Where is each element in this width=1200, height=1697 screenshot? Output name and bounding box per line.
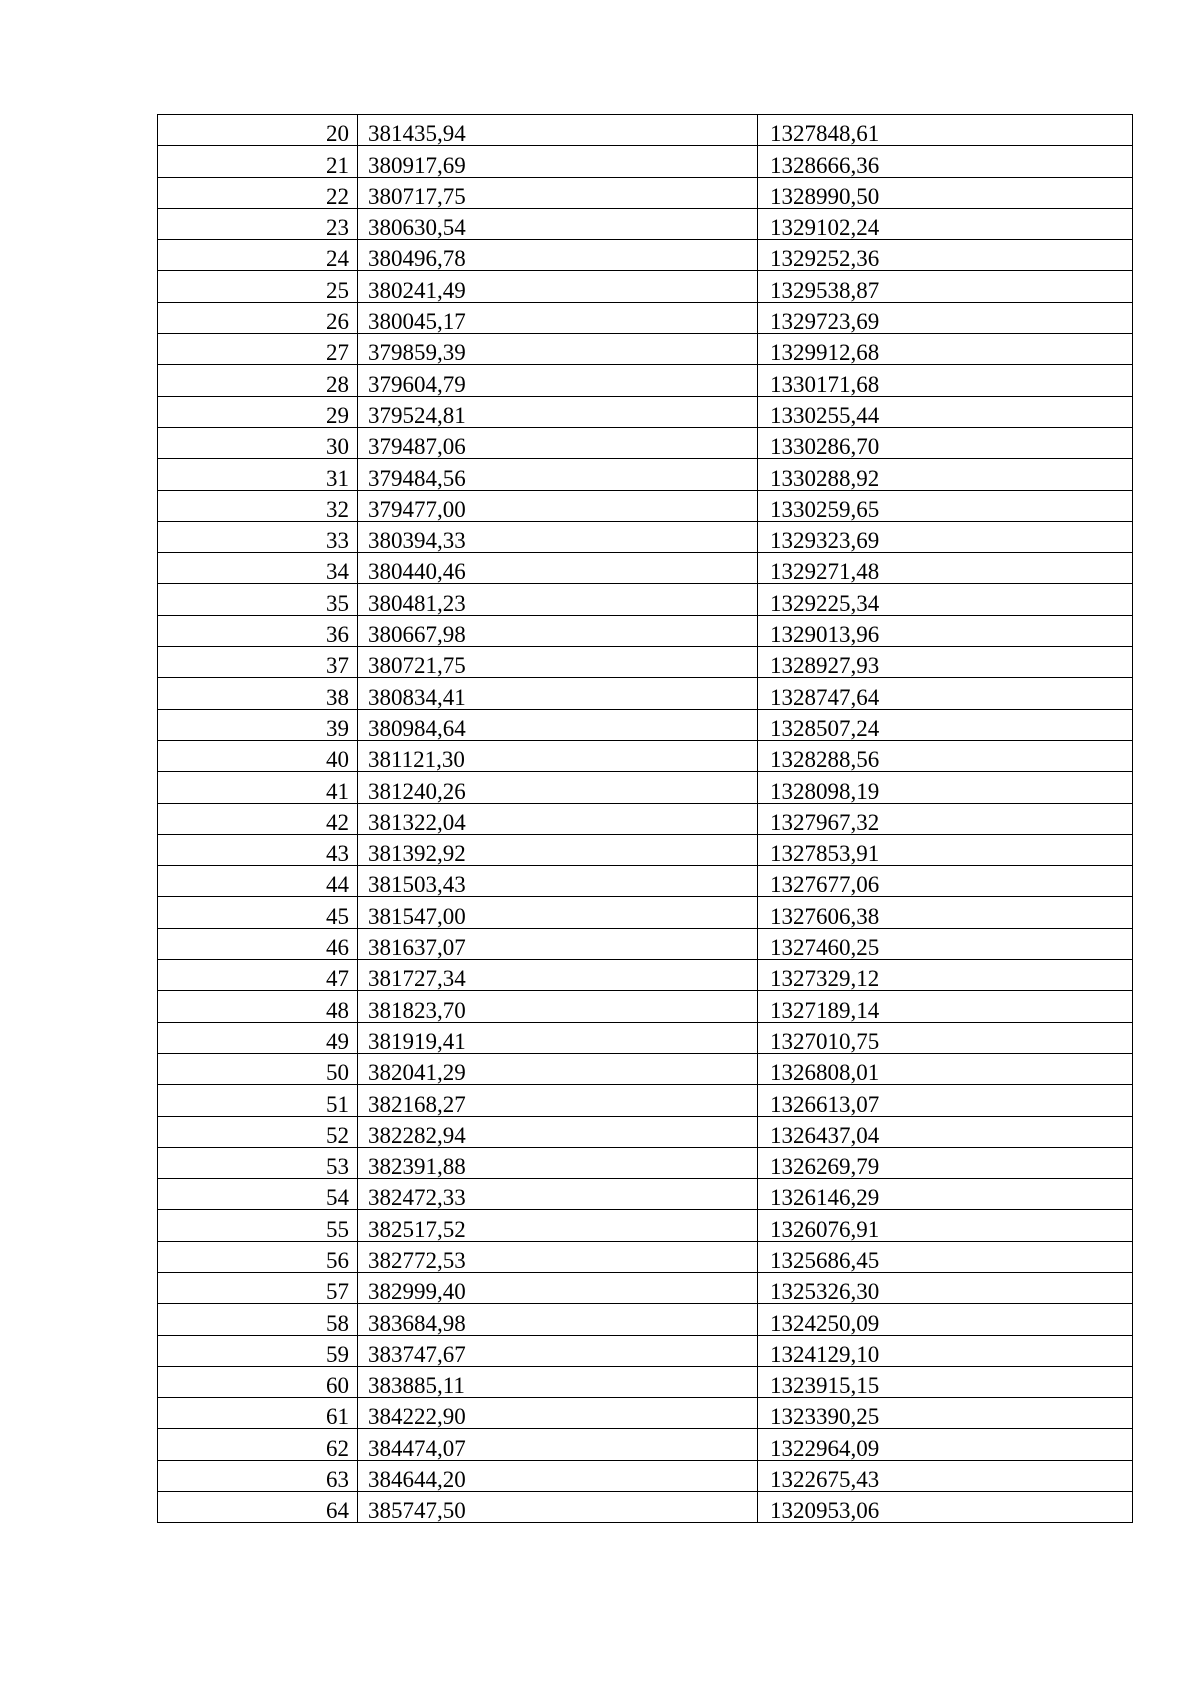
x-coordinate-cell: 382517,52	[358, 1210, 758, 1241]
table-row	[158, 1085, 1133, 1116]
point-number-cell: 49	[158, 1022, 358, 1053]
x-coordinate-cell: 382999,40	[358, 1272, 758, 1303]
point-number-cell: 44	[158, 866, 358, 897]
table-row	[158, 1492, 1133, 1523]
point-number-cell: 20	[158, 115, 358, 146]
y-coordinate-cell: 1329723,69	[758, 302, 1133, 333]
y-coordinate-cell: 1326437,04	[758, 1116, 1133, 1147]
x-coordinate-cell: 383885,11	[358, 1366, 758, 1397]
x-coordinate-cell: 381919,41	[358, 1022, 758, 1053]
x-coordinate-cell: 384222,90	[358, 1398, 758, 1429]
point-number-cell: 38	[158, 678, 358, 709]
point-number-cell: 45	[158, 897, 358, 928]
y-coordinate-cell: 1328098,19	[758, 772, 1133, 803]
y-coordinate-cell: 1329538,87	[758, 271, 1133, 302]
y-coordinate-cell: 1326613,07	[758, 1085, 1133, 1116]
x-coordinate-cell: 381322,04	[358, 803, 758, 834]
point-number-cell: 63	[158, 1460, 358, 1491]
y-coordinate-cell: 1328666,36	[758, 146, 1133, 177]
x-coordinate-cell: 380717,75	[358, 177, 758, 208]
table-row	[158, 1429, 1133, 1460]
table-row	[158, 647, 1133, 678]
point-number-cell: 53	[158, 1147, 358, 1178]
x-coordinate-cell: 382168,27	[358, 1085, 758, 1116]
y-coordinate-cell: 1327967,32	[758, 803, 1133, 834]
point-number-cell: 46	[158, 928, 358, 959]
point-number-cell: 50	[158, 1053, 358, 1084]
table-row	[158, 208, 1133, 239]
table-row	[158, 1179, 1133, 1210]
x-coordinate-cell: 380721,75	[358, 647, 758, 678]
y-coordinate-cell: 1330288,92	[758, 459, 1133, 490]
y-coordinate-cell: 1329102,24	[758, 208, 1133, 239]
x-coordinate-cell: 379859,39	[358, 334, 758, 365]
x-coordinate-cell: 384644,20	[358, 1460, 758, 1491]
table-row	[158, 1460, 1133, 1491]
table-row	[158, 1053, 1133, 1084]
table-row	[158, 1366, 1133, 1397]
y-coordinate-cell: 1330259,65	[758, 490, 1133, 521]
y-coordinate-cell: 1329225,34	[758, 584, 1133, 615]
x-coordinate-cell: 379477,00	[358, 490, 758, 521]
point-number-cell: 34	[158, 553, 358, 584]
point-number-cell: 21	[158, 146, 358, 177]
x-coordinate-cell: 381637,07	[358, 928, 758, 959]
table-row	[158, 1210, 1133, 1241]
point-number-cell: 41	[158, 772, 358, 803]
point-number-cell: 31	[158, 459, 358, 490]
table-row	[158, 553, 1133, 584]
y-coordinate-cell: 1325326,30	[758, 1272, 1133, 1303]
table-row	[158, 1335, 1133, 1366]
point-number-cell: 59	[158, 1335, 358, 1366]
point-number-cell: 48	[158, 991, 358, 1022]
x-coordinate-cell: 379604,79	[358, 365, 758, 396]
y-coordinate-cell: 1327329,12	[758, 960, 1133, 991]
point-number-cell: 42	[158, 803, 358, 834]
point-number-cell: 51	[158, 1085, 358, 1116]
table-row	[158, 146, 1133, 177]
x-coordinate-cell: 380834,41	[358, 678, 758, 709]
point-number-cell: 30	[158, 427, 358, 458]
point-number-cell: 64	[158, 1492, 358, 1523]
table-row	[158, 803, 1133, 834]
table-row	[158, 960, 1133, 991]
x-coordinate-cell: 381240,26	[358, 772, 758, 803]
point-number-cell: 23	[158, 208, 358, 239]
y-coordinate-cell: 1322964,09	[758, 1429, 1133, 1460]
point-number-cell: 61	[158, 1398, 358, 1429]
x-coordinate-cell: 380496,78	[358, 240, 758, 271]
x-coordinate-cell: 381503,43	[358, 866, 758, 897]
y-coordinate-cell: 1323390,25	[758, 1398, 1133, 1429]
table-row	[158, 1398, 1133, 1429]
x-coordinate-cell: 380481,23	[358, 584, 758, 615]
y-coordinate-cell: 1329323,69	[758, 521, 1133, 552]
table-row	[158, 271, 1133, 302]
y-coordinate-cell: 1327460,25	[758, 928, 1133, 959]
y-coordinate-cell: 1327010,75	[758, 1022, 1133, 1053]
y-coordinate-cell: 1326269,79	[758, 1147, 1133, 1178]
point-number-cell: 35	[158, 584, 358, 615]
table-row	[158, 678, 1133, 709]
x-coordinate-cell: 382282,94	[358, 1116, 758, 1147]
x-coordinate-cell: 381547,00	[358, 897, 758, 928]
point-number-cell: 27	[158, 334, 358, 365]
point-number-cell: 55	[158, 1210, 358, 1241]
x-coordinate-cell: 381727,34	[358, 960, 758, 991]
table-row	[158, 897, 1133, 928]
table-row	[158, 427, 1133, 458]
y-coordinate-cell: 1324129,10	[758, 1335, 1133, 1366]
x-coordinate-cell: 379524,81	[358, 396, 758, 427]
x-coordinate-cell: 381823,70	[358, 991, 758, 1022]
table-row	[158, 365, 1133, 396]
x-coordinate-cell: 382772,53	[358, 1241, 758, 1272]
y-coordinate-cell: 1326076,91	[758, 1210, 1133, 1241]
x-coordinate-cell: 380394,33	[358, 521, 758, 552]
table-row	[158, 1304, 1133, 1335]
point-number-cell: 37	[158, 647, 358, 678]
table-row	[158, 521, 1133, 552]
point-number-cell: 24	[158, 240, 358, 271]
table-row	[158, 584, 1133, 615]
table-row	[158, 928, 1133, 959]
table-row	[158, 1022, 1133, 1053]
point-number-cell: 22	[158, 177, 358, 208]
y-coordinate-cell: 1327606,38	[758, 897, 1133, 928]
point-number-cell: 32	[158, 490, 358, 521]
y-coordinate-cell: 1328927,93	[758, 647, 1133, 678]
y-coordinate-cell: 1326808,01	[758, 1053, 1133, 1084]
coordinates-table	[157, 114, 1133, 1523]
point-number-cell: 58	[158, 1304, 358, 1335]
y-coordinate-cell: 1328288,56	[758, 740, 1133, 771]
point-number-cell: 33	[158, 521, 358, 552]
x-coordinate-cell: 382391,88	[358, 1147, 758, 1178]
point-number-cell: 36	[158, 615, 358, 646]
x-coordinate-cell: 380630,54	[358, 208, 758, 239]
x-coordinate-cell: 380917,69	[358, 146, 758, 177]
y-coordinate-cell: 1329912,68	[758, 334, 1133, 365]
x-coordinate-cell: 381392,92	[358, 834, 758, 865]
table-row	[158, 302, 1133, 333]
point-number-cell: 47	[158, 960, 358, 991]
y-coordinate-cell: 1324250,09	[758, 1304, 1133, 1335]
table-row	[158, 866, 1133, 897]
x-coordinate-cell: 384474,07	[358, 1429, 758, 1460]
table-row	[158, 1272, 1133, 1303]
x-coordinate-cell: 385747,50	[358, 1492, 758, 1523]
point-number-cell: 40	[158, 740, 358, 771]
table-row	[158, 115, 1133, 146]
y-coordinate-cell: 1330286,70	[758, 427, 1133, 458]
point-number-cell: 39	[158, 709, 358, 740]
y-coordinate-cell: 1322675,43	[758, 1460, 1133, 1491]
y-coordinate-cell: 1328990,50	[758, 177, 1133, 208]
point-number-cell: 43	[158, 834, 358, 865]
table-row	[158, 490, 1133, 521]
y-coordinate-cell: 1327189,14	[758, 991, 1133, 1022]
x-coordinate-cell: 380241,49	[358, 271, 758, 302]
y-coordinate-cell: 1325686,45	[758, 1241, 1133, 1272]
y-coordinate-cell: 1327677,06	[758, 866, 1133, 897]
x-coordinate-cell: 380440,46	[358, 553, 758, 584]
y-coordinate-cell: 1329013,96	[758, 615, 1133, 646]
x-coordinate-cell: 382472,33	[358, 1179, 758, 1210]
x-coordinate-cell: 379487,06	[358, 427, 758, 458]
table-row	[158, 834, 1133, 865]
table-row	[158, 740, 1133, 771]
y-coordinate-cell: 1328507,24	[758, 709, 1133, 740]
x-coordinate-cell: 380984,64	[358, 709, 758, 740]
y-coordinate-cell: 1329271,48	[758, 553, 1133, 584]
table-row	[158, 459, 1133, 490]
x-coordinate-cell: 381435,94	[358, 115, 758, 146]
x-coordinate-cell: 383747,67	[358, 1335, 758, 1366]
y-coordinate-cell: 1326146,29	[758, 1179, 1133, 1210]
table-row	[158, 772, 1133, 803]
table-row	[158, 396, 1133, 427]
y-coordinate-cell: 1329252,36	[758, 240, 1133, 271]
point-number-cell: 60	[158, 1366, 358, 1397]
y-coordinate-cell: 1327853,91	[758, 834, 1133, 865]
point-number-cell: 62	[158, 1429, 358, 1460]
point-number-cell: 52	[158, 1116, 358, 1147]
x-coordinate-cell: 383684,98	[358, 1304, 758, 1335]
point-number-cell: 56	[158, 1241, 358, 1272]
table-row	[158, 1241, 1133, 1272]
point-number-cell: 25	[158, 271, 358, 302]
table-row	[158, 334, 1133, 365]
table-row	[158, 1116, 1133, 1147]
point-number-cell: 29	[158, 396, 358, 427]
point-number-cell: 57	[158, 1272, 358, 1303]
y-coordinate-cell: 1328747,64	[758, 678, 1133, 709]
x-coordinate-cell: 382041,29	[358, 1053, 758, 1084]
point-number-cell: 54	[158, 1179, 358, 1210]
y-coordinate-cell: 1323915,15	[758, 1366, 1133, 1397]
y-coordinate-cell: 1330171,68	[758, 365, 1133, 396]
x-coordinate-cell: 380045,17	[358, 302, 758, 333]
coordinates-table-body	[158, 115, 1133, 1523]
table-row	[158, 1147, 1133, 1178]
y-coordinate-cell: 1320953,06	[758, 1492, 1133, 1523]
x-coordinate-cell: 381121,30	[358, 740, 758, 771]
table-row	[158, 615, 1133, 646]
point-number-cell: 26	[158, 302, 358, 333]
table-row	[158, 177, 1133, 208]
y-coordinate-cell: 1327848,61	[758, 115, 1133, 146]
y-coordinate-cell: 1330255,44	[758, 396, 1133, 427]
table-row	[158, 991, 1133, 1022]
point-number-cell: 28	[158, 365, 358, 396]
table-row	[158, 709, 1133, 740]
x-coordinate-cell: 380667,98	[358, 615, 758, 646]
table-row	[158, 240, 1133, 271]
x-coordinate-cell: 379484,56	[358, 459, 758, 490]
